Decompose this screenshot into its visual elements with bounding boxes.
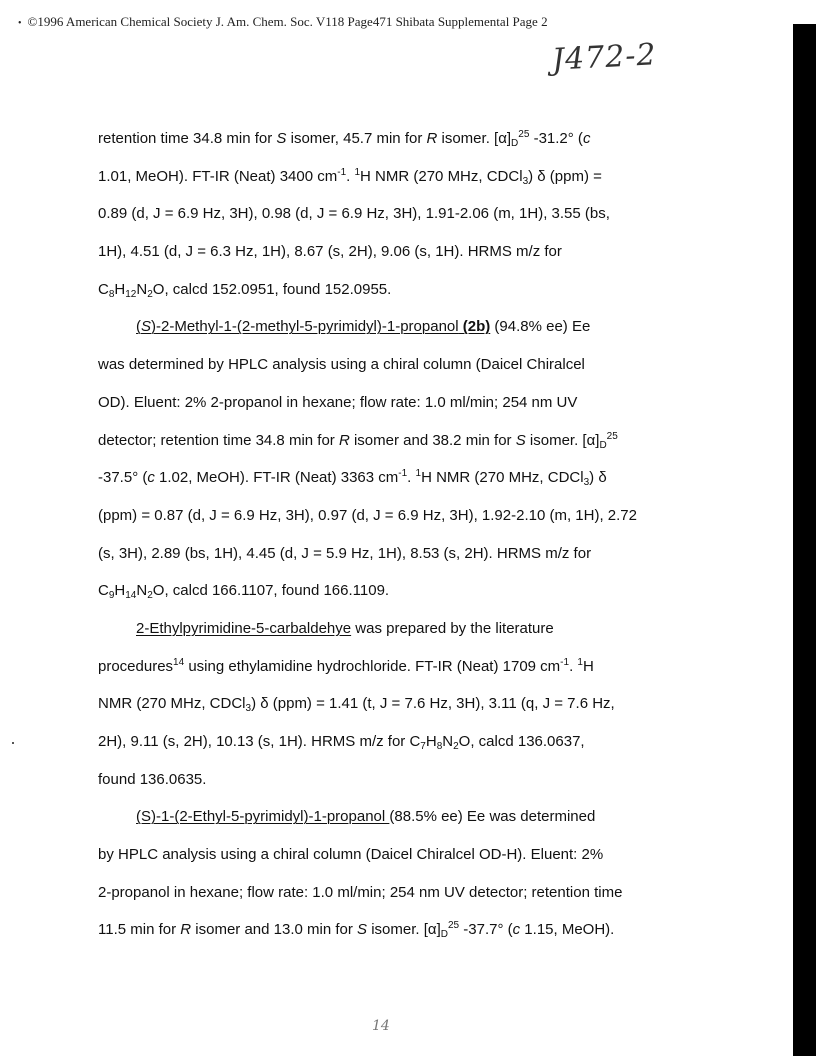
p0-line-3: 0.89 (d, J = 6.9 Hz, 3H), 0.98 (d, J = 6.9 Hz, 3H), 1.91-2.06 (m, 1H), 3.55 (bs, bbox=[98, 205, 610, 223]
p1-line-2: was determined by HPLC analysis using a chiral column (Daicel Chiralcel bbox=[98, 356, 585, 374]
compound-title-ethyl-propanol: (S)-1-(2-Ethyl-5-pyrimidyl)-1-propanol bbox=[136, 808, 390, 826]
p2-line-2: procedures$^{14}$ using ethylamidine hydrochloride. FT-IR (Neat) 1709 $cm^{-1}$. $^1$H bbox=[98, 656, 594, 675]
document-body bbox=[98, 120, 678, 949]
p1-line-4: detector; retention time 34.8 min for R isomer and 38.2 min for S isomer. $[\alpha]_D^{25}$ bbox=[98, 430, 618, 451]
compound-title-carbaldehyde: 2-Ethylpyrimidine-5-carbaldehye bbox=[136, 619, 352, 637]
p0-line-1: retention time 34.8 min for S isomer, 45.7 min for R isomer. $[\alpha]_D^{25}$ -31.2° (c bbox=[98, 129, 591, 149]
page-header bbox=[18, 14, 548, 30]
scan-edge-bar bbox=[793, 24, 816, 1056]
compound-title-2b: (S)-2-Methyl-1-(2-methyl-5-pyrimidyl)-1-propanol (2b) bbox=[136, 318, 491, 336]
p1-line-1: (S)-2-Methyl-1-(2-methyl-5-pyrimidyl)-1-propanol (2b) (94.8% ee) Ee bbox=[136, 318, 591, 336]
scan-speck bbox=[12, 742, 14, 744]
p2-line-1: 2-Ethylpyrimidine-5-carbaldehye was prepared by the literature bbox=[136, 619, 554, 637]
header-citation: ©1996 American Chemical Society J. Am. Chem. Soc. V118 Page471 Shibata Supplemental Page 2 bbox=[27, 14, 548, 29]
handwritten-page-code: J472-2 bbox=[551, 37, 658, 78]
p2-line-4: 2H), 9.11 (s, 2H), 10.13 (s, 1H). HRMS m/z for $C_7H_8N_2O$, calcd 136.0637, bbox=[98, 733, 585, 752]
p0-line-2: 1.01, MeOH). FT-IR (Neat) 3400 $cm^{-1}$. $^1$H NMR (270 MHz, CDCl$_3$) δ (ppm) = bbox=[98, 166, 602, 187]
bullet-mark: • bbox=[18, 18, 22, 29]
p1-line-7: (s, 3H), 2.89 (bs, 1H), 4.45 (d, J = 5.9 Hz, 1H), 8.53 (s, 2H). HRMS m/z for bbox=[98, 544, 592, 562]
p3-line-1: (S)-1-(2-Ethyl-5-pyrimidyl)-1-propanol (88.5% ee) Ee was determined bbox=[136, 808, 596, 826]
p3-line-3: 2-propanol in hexane; flow rate: 1.0 ml/min; 254 nm UV detector; retention time bbox=[98, 883, 623, 901]
p0-line-5: $C_8H_{12}N_2O$, calcd 152.0951, found 152.0955. bbox=[98, 280, 392, 300]
page-number: 14 bbox=[372, 1018, 390, 1034]
p1-line-3: OD). Eluent: 2% 2-propanol in hexane; flow rate: 1.0 ml/min; 254 nm UV bbox=[98, 393, 578, 411]
p2-line-5: found 136.0635. bbox=[98, 770, 207, 788]
p1-line-6: (ppm) = 0.87 (d, J = 6.9 Hz, 3H), 0.97 (d, J = 6.9 Hz, 3H), 1.92-2.10 (m, 1H), 2.72 bbox=[98, 506, 637, 524]
p3-line-2: by HPLC analysis using a chiral column (Daicel Chiralcel OD-H). Eluent: 2% bbox=[98, 846, 604, 864]
p1-line-5: -37.5° (c 1.02, MeOH). FT-IR (Neat) 3363 $cm^{-1}$. $^1$H NMR (270 MHz, CDCl$_3$) δ bbox=[98, 468, 607, 489]
p2-line-3: NMR (270 MHz, CDCl$_3$) δ (ppm) = 1.41 (t, J = 7.6 Hz, 3H), 3.11 (q, J = 7.6 Hz, bbox=[98, 695, 615, 715]
p0-line-4: 1H), 4.51 (d, J = 6.3 Hz, 1H), 8.67 (s, 2H), 9.06 (s, 1H). HRMS m/z for bbox=[98, 243, 562, 261]
p1-line-8: $C_9H_{14}N_2O$, calcd 166.1107, found 166.1109. bbox=[98, 582, 390, 602]
p3-line-4: 11.5 min for R isomer and 13.0 min for S isomer. $[\alpha]_D^{25}$ -37.7° (c 1.15, MeOH). bbox=[98, 920, 615, 941]
